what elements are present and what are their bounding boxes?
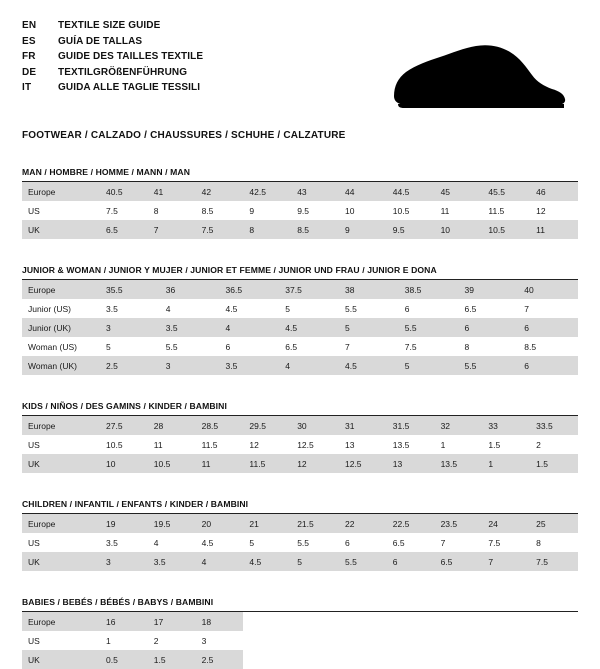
table-row: [22, 612, 578, 631]
cell: 25: [530, 514, 578, 533]
cell: 0.5: [100, 650, 148, 669]
cell: [435, 631, 483, 650]
table-row: [22, 533, 578, 552]
cell: 7: [482, 552, 530, 571]
table-row: [22, 650, 578, 669]
language-row: [22, 34, 203, 50]
table-row: [22, 220, 578, 239]
table-row: [22, 435, 578, 454]
table-row: [22, 631, 578, 650]
cell: 12.5: [297, 439, 314, 450]
cell: 4.5: [339, 356, 399, 375]
table-row: [22, 201, 578, 220]
cell: 33: [482, 416, 530, 435]
cell: [435, 612, 483, 631]
cell: 5: [285, 303, 290, 314]
cell: 3.5: [220, 356, 280, 375]
cell: 28.5: [196, 416, 244, 435]
cell: 4.5: [201, 537, 214, 548]
cell: 29.5: [243, 416, 291, 435]
cell: [482, 650, 530, 669]
cell: 46: [530, 182, 578, 201]
cell: 16: [100, 612, 148, 631]
cell: [339, 650, 387, 669]
row-label: UK: [22, 552, 100, 571]
row-label: UK: [22, 650, 100, 669]
cell: 42.5: [243, 182, 291, 201]
language-title: GUÍA DE TALLAS: [58, 35, 143, 47]
cell: 44.5: [387, 182, 435, 201]
cell: 21.5: [291, 514, 339, 533]
cell: 5: [339, 318, 399, 337]
cell: 6: [459, 318, 519, 337]
cell: 9: [339, 220, 387, 239]
cell: 6.5: [100, 220, 148, 239]
cell: 28: [148, 416, 196, 435]
row-label: Europe: [22, 612, 100, 631]
cell: 11: [440, 205, 450, 216]
cell: 45: [435, 182, 483, 201]
cell: 8: [153, 205, 159, 216]
row-label: Woman (UK): [22, 356, 100, 375]
cell: 6: [387, 552, 435, 571]
language-row: [22, 80, 203, 96]
table-row: [22, 299, 578, 318]
cell: 23.5: [435, 514, 483, 533]
cell: 11.5: [243, 454, 291, 473]
group-title: CHILDREN / INFANTIL / ENFANTS / KINDER / BAMBINI: [22, 499, 249, 509]
cell: 7: [345, 341, 350, 352]
group-children: [22, 499, 578, 571]
language-title: TEXTILGRÖßENFÜHRUNG: [58, 66, 188, 78]
cell: 8: [243, 220, 291, 239]
group-title: MAN / HOMBRE / HOMME / MANN / MAN: [22, 167, 191, 177]
cell: 10: [100, 454, 148, 473]
row-label: US: [28, 439, 40, 450]
cell: 4: [165, 303, 171, 314]
language-title: GUIDA ALLE TAGLIE TESSILI: [58, 82, 201, 93]
group-title: KIDS / NIÑOS / DES GAMINS / KINDER / BAMBINI: [22, 401, 227, 411]
row-label: US: [28, 537, 40, 548]
cell: 13: [344, 439, 355, 450]
table-row: [22, 280, 578, 299]
table-row: [22, 356, 578, 375]
cell: 8.5: [201, 205, 214, 216]
cell: 6: [404, 303, 410, 314]
cell: [291, 650, 339, 669]
cell: 19: [100, 514, 148, 533]
cell: 3.5: [106, 303, 118, 314]
cell: 7.5: [530, 552, 578, 571]
cell: 35.5: [100, 280, 160, 299]
group-title: BABIES / BEBÉS / BÉBÉS / BABYS / BAMBINI: [22, 597, 214, 607]
cell: 40: [518, 280, 578, 299]
language-title: GUIDE DES TAILLES TEXTILE: [58, 51, 204, 62]
language-code: IT: [22, 82, 32, 93]
cell: 1: [482, 454, 530, 473]
language-code: EN: [22, 20, 37, 31]
row-label: US: [28, 635, 40, 646]
cell: 5: [291, 552, 339, 571]
cell: 13.5: [435, 454, 483, 473]
language-row: [22, 18, 203, 34]
language-title: TEXTILE SIZE GUIDE: [58, 20, 161, 31]
cell: 36: [160, 280, 220, 299]
cell: 7: [440, 537, 446, 548]
cell: 5.5: [165, 341, 178, 352]
cell: 11: [196, 454, 244, 473]
table-row: [22, 416, 578, 435]
document-header: [22, 18, 578, 114]
cell: 44: [339, 182, 387, 201]
cell: [482, 612, 530, 631]
cell: [530, 650, 578, 669]
table-row: [22, 514, 578, 533]
cell: 5.5: [459, 356, 519, 375]
cell: 27.5: [100, 416, 148, 435]
cell: 10: [435, 220, 483, 239]
cell: 5: [249, 537, 255, 548]
cell: 7.5: [404, 341, 417, 352]
cell: 12: [291, 454, 339, 473]
row-label: UK: [22, 454, 100, 473]
language-code: FR: [22, 51, 36, 62]
row-label: Europe: [22, 416, 100, 435]
cell: 8: [464, 341, 470, 352]
size-table-man: [22, 182, 578, 239]
cell: 6.5: [392, 537, 405, 548]
table-row: [22, 454, 578, 473]
cell: 22.5: [387, 514, 435, 533]
cell: [243, 650, 291, 669]
cell: 9: [249, 205, 255, 216]
table-row: [22, 337, 578, 356]
cell: 7.5: [196, 220, 244, 239]
cell: 10.5: [148, 454, 196, 473]
cell: 18: [196, 612, 244, 631]
cell: 3: [100, 552, 148, 571]
cell: 3: [100, 318, 160, 337]
row-label: UK: [22, 220, 100, 239]
cell: 5.5: [339, 552, 387, 571]
cell: 38: [339, 280, 399, 299]
size-table-children: [22, 514, 578, 571]
cell: 8.5: [291, 220, 339, 239]
cell: 10.5: [482, 220, 530, 239]
cell: 4: [279, 356, 339, 375]
row-label: Europe: [22, 182, 100, 201]
cell: 5: [106, 341, 111, 352]
table-row: [22, 552, 578, 571]
cell: 9.5: [387, 220, 435, 239]
cell: 39: [459, 280, 519, 299]
cell: 32: [435, 416, 483, 435]
cell: 37.5: [279, 280, 339, 299]
cell: [243, 631, 291, 650]
language-row: [22, 49, 203, 65]
cell: 4.5: [243, 552, 291, 571]
cell: 36.5: [220, 280, 280, 299]
cell: 6.5: [285, 341, 298, 352]
cell: 6.5: [435, 552, 483, 571]
group-man: [22, 167, 578, 239]
size-table-junior-woman: [22, 280, 578, 375]
cell: 7: [524, 303, 529, 314]
cell: 30: [291, 416, 339, 435]
cell: 12: [249, 439, 259, 450]
cell: 10.5: [392, 205, 410, 216]
cell: 5.5: [297, 537, 310, 548]
cell: 4: [153, 537, 159, 548]
cell: 17: [148, 612, 196, 631]
cell: 1.5: [530, 454, 578, 473]
size-table-babies: [22, 612, 578, 669]
row-label: Europe: [22, 280, 100, 299]
cell: 10.5: [106, 439, 123, 450]
cell: 10: [344, 205, 355, 216]
cell: 13: [387, 454, 435, 473]
cell: 31: [339, 416, 387, 435]
cell: 6: [518, 356, 578, 375]
cell: 5.5: [345, 303, 357, 314]
cell: 41: [148, 182, 196, 201]
cell: 1: [440, 439, 446, 450]
group-junior-woman: [22, 265, 578, 375]
cell: 2: [536, 439, 541, 450]
table-row: [22, 182, 578, 201]
cell: 7: [148, 220, 196, 239]
cell: 19.5: [148, 514, 196, 533]
cell: 3.5: [106, 537, 118, 548]
cell: 33.5: [530, 416, 578, 435]
cell: 6.5: [464, 303, 477, 314]
cell: 4.5: [225, 303, 238, 314]
cell: 45.5: [482, 182, 530, 201]
cell: 11: [530, 220, 578, 239]
cell: 2.5: [100, 356, 160, 375]
cell: 31.5: [387, 416, 435, 435]
cell: 1: [106, 635, 111, 646]
cell: 2: [153, 635, 159, 646]
cell: 3: [160, 356, 220, 375]
row-label: US: [28, 205, 40, 216]
cell: 3.5: [160, 318, 220, 337]
cell: [482, 631, 530, 650]
cell: 6: [518, 318, 578, 337]
row-label: Junior (UK): [22, 318, 100, 337]
language-code: ES: [22, 35, 36, 47]
cell: 42: [196, 182, 244, 201]
cell: [243, 612, 291, 631]
cell: 7.5: [488, 537, 501, 548]
cell: 4.5: [279, 318, 339, 337]
cell: 11.5: [488, 205, 505, 216]
cell: 38.5: [399, 280, 459, 299]
cell: [291, 631, 339, 650]
cell: 5.5: [399, 318, 459, 337]
cell: 8.5: [524, 341, 537, 352]
cell: 2.5: [196, 650, 244, 669]
language-code: DE: [22, 66, 37, 78]
cell: 4: [196, 552, 244, 571]
cell: [387, 631, 435, 650]
cell: 11: [153, 439, 163, 450]
cell: 20: [196, 514, 244, 533]
row-label: Woman (US): [28, 341, 77, 352]
cell: 3: [201, 635, 207, 646]
group-kids: [22, 401, 578, 473]
cell: 6: [225, 341, 231, 352]
row-label: Europe: [22, 514, 100, 533]
cell: [530, 631, 578, 650]
language-title-list: [22, 18, 203, 96]
cell: 13.5: [392, 439, 410, 450]
cell: [530, 612, 578, 631]
cell: 5: [399, 356, 459, 375]
cell: 9.5: [297, 205, 310, 216]
cell: 1.5: [148, 650, 196, 669]
cell: 8: [536, 537, 541, 548]
cell: 6: [344, 537, 350, 548]
cell: 43: [291, 182, 339, 201]
group-babies: [22, 597, 578, 669]
cell: [387, 612, 435, 631]
size-table-kids: [22, 416, 578, 473]
cell: 12.5: [339, 454, 387, 473]
cell: 3.5: [148, 552, 196, 571]
cell: [339, 612, 387, 631]
footwear-section-title: FOOTWEAR / CALZADO / CHAUSSURES / SCHUHE / CALZATURE: [22, 130, 346, 141]
group-title: JUNIOR & WOMAN / JUNIOR Y MUJER / JUNIOR ET FEMME / JUNIOR UND FRAU / JUNIOR E DONA: [22, 265, 437, 275]
cell: [291, 612, 339, 631]
cell: [387, 650, 435, 669]
cell: 7.5: [106, 205, 118, 216]
cell: 1.5: [488, 439, 501, 450]
cell: 40.5: [100, 182, 148, 201]
language-row: [22, 65, 203, 81]
cell: [339, 631, 387, 650]
dress-shoe-icon: [384, 34, 574, 114]
cell: 4: [220, 318, 280, 337]
cell: [435, 650, 483, 669]
cell: 24: [482, 514, 530, 533]
cell: 11.5: [201, 439, 218, 450]
cell: 21: [243, 514, 291, 533]
table-row: [22, 318, 578, 337]
row-label: Junior (US): [28, 303, 71, 314]
cell: 12: [536, 205, 546, 216]
cell: 22: [339, 514, 387, 533]
